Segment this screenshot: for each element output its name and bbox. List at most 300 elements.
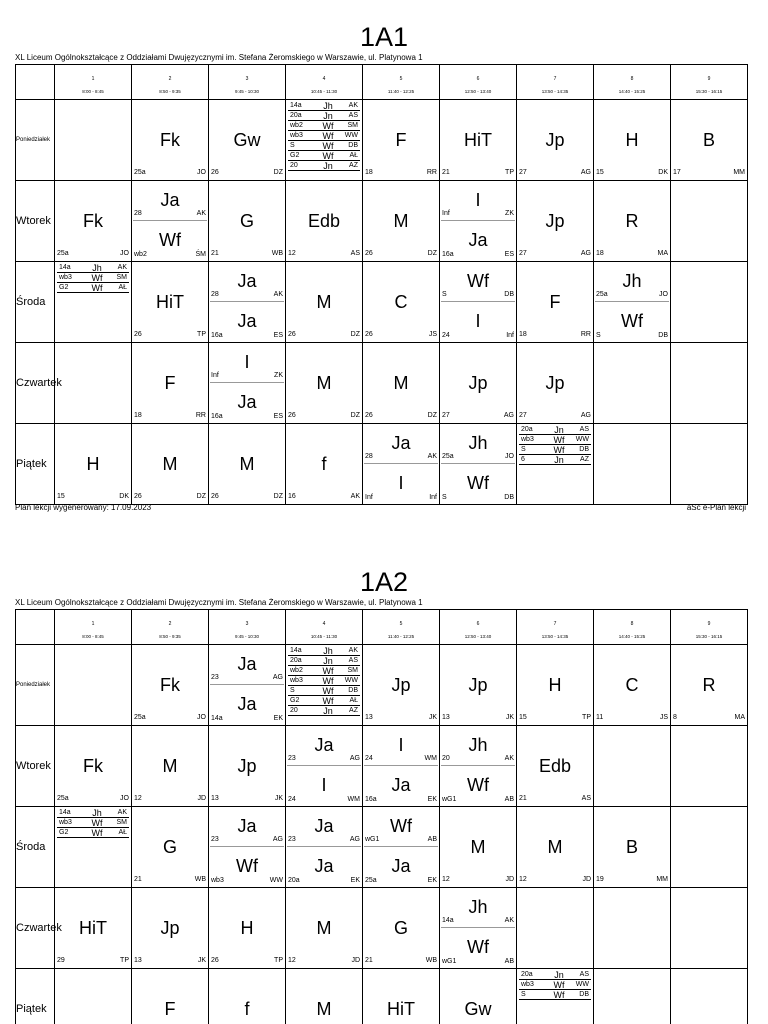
lesson-cell [517,726,594,807]
teacher: AZ [349,707,358,714]
teacher: JK [197,957,206,964]
period-header-row [16,610,748,645]
lesson-cell [594,969,671,1024]
period-number: 5 [399,76,403,82]
teacher: AS [350,250,360,257]
group-lesson-top [363,424,439,464]
group-lesson-top [286,726,362,766]
room: 25a [442,453,454,460]
subject: Wf [322,665,334,676]
teacher: ŚM [116,819,127,826]
subject: M [316,292,332,312]
lesson-cell [55,726,132,807]
subject: Ja [391,775,411,795]
subject: HiT [387,999,415,1019]
teacher: Inf [429,494,437,501]
subject: Jh [323,100,333,111]
period-number: 3 [245,621,249,627]
subject: Jp [468,373,488,393]
room: 21 [211,250,219,257]
period-time: 8:50 - 9:35 [159,634,181,639]
teacher: AK [427,453,437,460]
teacher: AG [580,250,591,257]
subject: Ja [314,735,334,755]
room: S [290,687,295,694]
group-lesson-row [519,980,591,990]
room: 26 [211,957,219,964]
teacher: RR [426,169,437,176]
room: Inf [442,210,450,217]
period-time: 14:40 - 15:25 [618,89,646,94]
subject: F [395,130,407,150]
group-lesson-bottom [132,221,208,261]
subject: G [162,837,177,857]
lesson-cell [209,424,286,505]
teacher: EK [427,796,437,803]
group-lesson-bottom [440,464,516,504]
subject: M [239,454,255,474]
room: 12 [134,795,142,802]
teacher: ES [273,332,283,339]
subject: H [86,454,100,474]
subject: Ja [237,392,257,412]
room: 26 [211,169,219,176]
subject: Wf [236,856,258,876]
room: G2 [290,152,300,159]
room: 21 [365,957,373,964]
period-number: 6 [476,621,480,627]
room: 27 [519,169,527,176]
room: wb3 [211,877,224,884]
lesson-cell [594,262,671,343]
class-title: 1A2 [359,567,409,597]
lesson-cell [363,969,440,1024]
subject: Fk [160,675,180,695]
lesson-cell [363,181,440,262]
group-lesson-top [286,807,362,847]
subject: Wf [322,130,334,141]
group-lesson-bottom [286,766,362,806]
group-lesson-bottom [440,928,516,968]
period-number: 9 [707,76,711,82]
subject: Ja [468,230,488,250]
teacher: JO [659,291,668,298]
lesson-cell [363,888,440,969]
period-header-6 [440,610,517,645]
subject: HiT [79,918,107,938]
teacher: WW [344,132,358,139]
room: 23 [288,755,296,762]
period-header-2 [132,610,209,645]
lesson-cell [517,645,594,726]
teacher: DB [348,142,358,149]
day-row [16,888,748,969]
room: 14a [290,647,302,654]
teacher: RR [580,331,591,338]
room: 15 [519,714,527,721]
subject: I [244,352,250,372]
subject: HiT [464,130,492,150]
teacher: MA [657,250,668,257]
period-time: 15:30 - 16:15 [695,89,723,94]
lesson-cell [440,807,517,888]
group-lesson-row [288,121,360,131]
room: 12 [519,876,527,883]
teacher: AG [503,412,514,419]
group-lesson-row [288,706,360,716]
lesson-cell [286,807,363,888]
period-header-2 [132,65,209,100]
subject: Jh [92,807,102,818]
group-lesson-list [519,970,591,1000]
subject: f [244,999,250,1019]
period-time: 11:40 - 12:25 [387,634,415,639]
subject: Jp [160,918,180,938]
day-name: Poniedziałek [16,645,55,726]
room: 14a [59,809,71,816]
room: 26 [134,493,142,500]
teacher: WB [194,876,206,883]
teacher: ŚM [347,667,358,674]
lesson-cell [209,807,286,888]
room: 16a [211,413,223,420]
subject: M [162,756,178,776]
room: 28 [211,291,219,298]
room: 14a [290,102,302,109]
group-lesson-bottom [286,847,362,887]
teacher: JS [428,331,437,338]
lesson-cell [671,807,748,888]
room: 18 [134,412,142,419]
group-lesson-bottom [209,383,285,423]
day-row [16,424,748,505]
lesson-cell [440,262,517,343]
room: 16a [442,251,454,258]
group-lesson-bottom [440,766,516,806]
lesson-cell [363,343,440,424]
subject: Gw [464,999,492,1019]
day-row [16,807,748,888]
room: 20 [442,755,450,762]
teacher: AK [348,102,358,109]
lesson-cell [440,181,517,262]
period-time: 8:00 - 8:45 [82,634,104,639]
room: 15 [596,169,604,176]
period-time: 10:45 - 11:30 [310,634,338,639]
room: 18 [519,331,527,338]
room: 19 [596,876,604,883]
day-name: Czwartek [16,888,55,969]
lesson-cell [671,969,748,1024]
group-lesson-top [363,807,439,847]
subject: Ja [237,311,257,331]
group-lesson-top [209,343,285,383]
period-number: 2 [168,621,172,627]
lesson-cell [55,807,132,888]
subject: Ja [314,816,334,836]
group-lesson-row [57,273,129,283]
group-lesson-top [440,888,516,928]
subject: Ja [237,694,257,714]
lesson-cell [363,726,440,807]
lesson-cell [594,343,671,424]
lesson-cell [594,100,671,181]
room: 25a [365,877,377,884]
lesson-cell [286,726,363,807]
day-row [16,726,748,807]
period-number: 6 [476,76,480,82]
group-lesson-list [57,808,129,838]
subject: Wf [553,444,565,455]
teacher: JD [197,795,206,802]
lesson-cell [132,726,209,807]
subject: Ja [237,654,257,674]
teacher: DZ [196,493,206,500]
school-name: XL Liceum Ogólnokształcące z Oddziałami Dwujęzycznymi im. Stefana Żeromskiego w Warszawie, ul. Platynowa 1 [15,53,423,62]
teacher: AK [117,264,127,271]
teacher: JS [659,714,668,721]
lesson-cell [209,888,286,969]
day-row [16,181,748,262]
room: 27 [519,412,527,419]
lesson-cell [286,424,363,505]
subject: M [393,373,409,393]
subject: M [316,999,332,1019]
teacher: JO [120,795,129,802]
room: 12 [288,957,296,964]
group-lesson-row [288,141,360,151]
subject: B [702,130,715,150]
teacher: MM [656,876,668,883]
teacher: JO [120,250,129,257]
lesson-cell [517,343,594,424]
lesson-cell [132,424,209,505]
room: 18 [596,250,604,257]
teacher: MA [734,714,745,721]
day-name: Poniedziałek [16,100,55,181]
teacher: JK [274,795,283,802]
subject: Fk [160,130,180,150]
teacher: AZ [580,456,589,463]
room: Inf [211,372,219,379]
group-lesson-row [288,131,360,141]
subject: Fk [83,211,103,231]
group-lesson-list [288,646,360,716]
teacher: AK [196,210,206,217]
lesson-cell [132,343,209,424]
lesson-cell [671,424,748,505]
group-lesson-bottom [363,766,439,806]
group-lesson-list [57,263,129,293]
teacher: AS [579,426,589,433]
group-lesson-top [440,726,516,766]
subject: Gw [233,130,261,150]
period-header-9 [671,65,748,100]
day-name: Środa [16,262,55,343]
corner-cell [16,65,55,100]
group-lesson-row [519,435,591,445]
teacher: ZK [505,210,514,217]
room: 26 [288,412,296,419]
subject: I [475,190,481,210]
teacher: AK [350,493,360,500]
lesson-cell [286,343,363,424]
group-lesson-row [288,151,360,161]
subject: Jp [468,675,488,695]
teacher: WM [347,796,360,803]
subject: G [239,211,254,231]
lesson-cell [440,424,517,505]
period-time: 9:45 - 10:30 [234,89,260,94]
lesson-cell [671,888,748,969]
lesson-cell [286,645,363,726]
teacher: TP [505,169,514,176]
teacher: JO [197,714,206,721]
room: 11 [596,714,604,721]
day-name: Wtorek [16,726,55,807]
room: 12 [442,876,450,883]
group-lesson-bottom [209,302,285,342]
room: 20a [521,426,533,433]
period-header-3 [209,610,286,645]
subject: Jh [468,897,488,917]
subject: HiT [156,292,184,312]
room: wb3 [521,436,534,443]
day-name: Środa [16,807,55,888]
group-lesson-row [57,263,129,273]
lesson-cell [55,888,132,969]
room: wb3 [290,132,303,139]
group-lesson-bottom [440,221,516,261]
period-time: 12:50 - 13:40 [464,634,492,639]
generator-credit: aSc e-Plan lekcji [686,503,746,512]
lesson-cell [286,262,363,343]
teacher: WM [424,755,437,762]
lesson-cell [209,726,286,807]
lesson-cell [594,807,671,888]
subject: Wf [467,937,489,957]
group-lesson-top [363,726,439,766]
teacher: DZ [427,412,437,419]
lesson-cell [132,262,209,343]
room: S [521,991,526,998]
teacher: RR [195,412,206,419]
subject: Wf [91,817,103,828]
lesson-cell [132,645,209,726]
subject: Jp [391,675,411,695]
subject: Jn [554,424,564,435]
room: wG1 [442,796,457,803]
group-lesson-row [288,666,360,676]
subject: Fk [83,756,103,776]
subject: M [316,373,332,393]
period-number: 9 [707,621,711,627]
lesson-cell [440,100,517,181]
teacher: EK [273,715,283,722]
teacher: WW [344,677,358,684]
teacher: AŁ [118,829,127,836]
period-time: 9:45 - 10:30 [234,634,260,639]
timetable-grid [15,64,748,505]
subject: Wf [91,272,103,283]
period-number: 3 [245,76,249,82]
room: 18 [365,169,373,176]
day-name: Wtorek [16,181,55,262]
lesson-cell [517,262,594,343]
room: S [521,446,526,453]
lesson-cell [286,181,363,262]
period-header-1 [55,65,132,100]
room: 13 [211,795,219,802]
teacher: DZ [350,412,360,419]
teacher: DB [348,687,358,694]
period-number: 2 [168,76,172,82]
subject: Jp [237,756,257,776]
subject: Wf [553,434,565,445]
subject: M [162,454,178,474]
teacher: DZ [350,331,360,338]
room: 16 [288,493,296,500]
group-lesson-row [288,101,360,111]
lesson-cell [671,343,748,424]
lesson-cell [517,888,594,969]
period-time: 11:40 - 12:25 [387,89,415,94]
period-time: 8:50 - 9:35 [159,89,181,94]
lesson-cell [55,181,132,262]
teacher: TP [582,714,591,721]
subject: F [164,373,176,393]
group-lesson-list [288,101,360,171]
teacher: EK [427,877,437,884]
subject: R [702,675,716,695]
teacher: AK [504,917,514,924]
subject: I [398,735,404,755]
teacher: AS [348,112,358,119]
subject: Ja [314,856,334,876]
lesson-cell [286,888,363,969]
subject: Ja [391,433,411,453]
day-row [16,262,748,343]
group-lesson-row [288,111,360,121]
room: Inf [365,494,373,501]
lesson-cell [671,645,748,726]
subject: Jh [468,735,488,755]
lesson-cell [594,726,671,807]
lesson-cell [440,343,517,424]
period-time: 10:45 - 11:30 [310,89,338,94]
room: 26 [365,250,373,257]
room: 20a [290,112,302,119]
subject: H [625,130,639,150]
subject: I [475,311,481,331]
room: wb3 [290,677,303,684]
period-number: 5 [399,621,403,627]
period-time: 14:40 - 15:25 [618,634,646,639]
teacher: AK [117,809,127,816]
period-number: 8 [630,76,634,82]
group-lesson-list [519,425,591,465]
group-lesson-bottom [209,685,285,725]
subject: I [321,775,327,795]
lesson-cell [209,100,286,181]
lesson-cell [286,969,363,1024]
group-lesson-row [519,990,591,1000]
room: 26 [365,412,373,419]
lesson-cell [671,100,748,181]
group-lesson-row [288,656,360,666]
lesson-cell [517,181,594,262]
room: 21 [134,876,142,883]
